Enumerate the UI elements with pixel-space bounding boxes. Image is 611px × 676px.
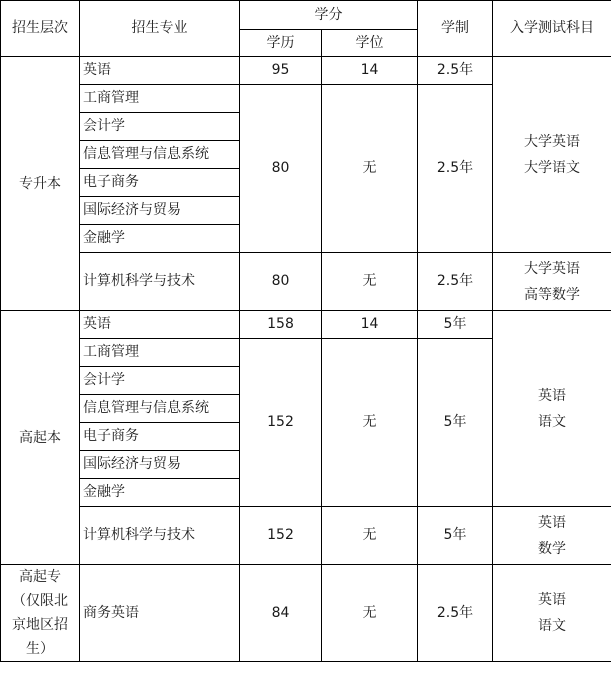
major-cell: 工商管理 [80,85,240,113]
level-cell [1,565,80,662]
major-cell: 金融学 [80,225,240,253]
degree-credit-cell: 无 [322,507,418,565]
header-credit-diploma: 学历 [240,30,322,57]
major-cell: 信息管理与信息系统 [80,141,240,169]
table-row [1,253,611,311]
exam-subject: 英语 [538,514,566,531]
duration-cell: 5年 [418,339,493,507]
level-line: （仅限北 [12,593,68,609]
table-row [1,311,611,339]
header-credit-degree: 学位 [322,30,418,57]
major-cell: 电子商务 [80,169,240,197]
degree-credit-cell: 无 [322,253,418,311]
diploma-credit-cell: 84 [240,565,322,662]
duration-cell: 5年 [418,311,493,339]
exam-subjects-cell [493,311,611,507]
duration-cell: 2.5年 [418,565,493,662]
degree-credit-cell: 无 [322,565,418,662]
major-cell: 会计学 [80,113,240,141]
diploma-credit-cell: 95 [240,57,322,85]
exam-subjects-cell [493,253,611,311]
exam-subject: 大学英语 [524,133,580,150]
header-level: 招生层次 [1,1,80,57]
major-cell: 商务英语 [80,565,240,662]
major-cell: 计算机科学与技术 [80,507,240,565]
major-cell: 工商管理 [80,339,240,367]
major-cell: 电子商务 [80,423,240,451]
exam-subject: 大学英语 [524,260,580,277]
exam-subjects-cell [493,507,611,565]
diploma-credit-cell: 80 [240,85,322,253]
table-row [1,507,611,565]
major-cell: 信息管理与信息系统 [80,395,240,423]
table-row [1,57,611,85]
diploma-credit-cell: 158 [240,311,322,339]
exam-subject: 数学 [538,540,566,557]
exam-subjects-cell [493,565,611,662]
header-credits: 学分 [240,1,418,30]
duration-cell: 2.5年 [418,253,493,311]
duration-cell: 2.5年 [418,57,493,85]
level-line: 京地区招 [12,617,68,633]
major-cell: 英语 [80,311,240,339]
exam-subject: 英语 [538,592,566,608]
diploma-credit-cell: 152 [240,507,322,565]
duration-cell: 5年 [418,507,493,565]
header-duration: 学制 [418,1,493,57]
exam-subject: 高等数学 [524,286,580,303]
major-cell: 英语 [80,57,240,85]
level-line: 高起专 [19,569,61,585]
diploma-credit-cell: 152 [240,339,322,507]
table-row [1,565,611,662]
duration-cell: 2.5年 [418,85,493,253]
level-cell: 高起本 [1,311,80,565]
header-major: 招生专业 [80,1,240,57]
major-cell: 计算机科学与技术 [80,253,240,311]
header-exam: 入学测试科目 [493,1,611,57]
degree-credit-cell: 无 [322,85,418,253]
exam-subject: 语文 [538,618,566,634]
degree-credit-cell: 无 [322,339,418,507]
exam-subject: 英语 [538,387,566,404]
major-cell: 金融学 [80,479,240,507]
degree-credit-cell: 14 [322,57,418,85]
level-line: 生） [26,641,54,657]
level-cell: 专升本 [1,57,80,311]
exam-subject: 语文 [538,413,566,430]
major-cell: 会计学 [80,367,240,395]
header-row-1 [1,1,611,30]
major-cell: 国际经济与贸易 [80,197,240,225]
exam-subject: 大学语文 [524,159,580,176]
major-cell: 国际经济与贸易 [80,451,240,479]
exam-subjects-cell [493,57,611,253]
diploma-credit-cell: 80 [240,253,322,311]
degree-credit-cell: 14 [322,311,418,339]
